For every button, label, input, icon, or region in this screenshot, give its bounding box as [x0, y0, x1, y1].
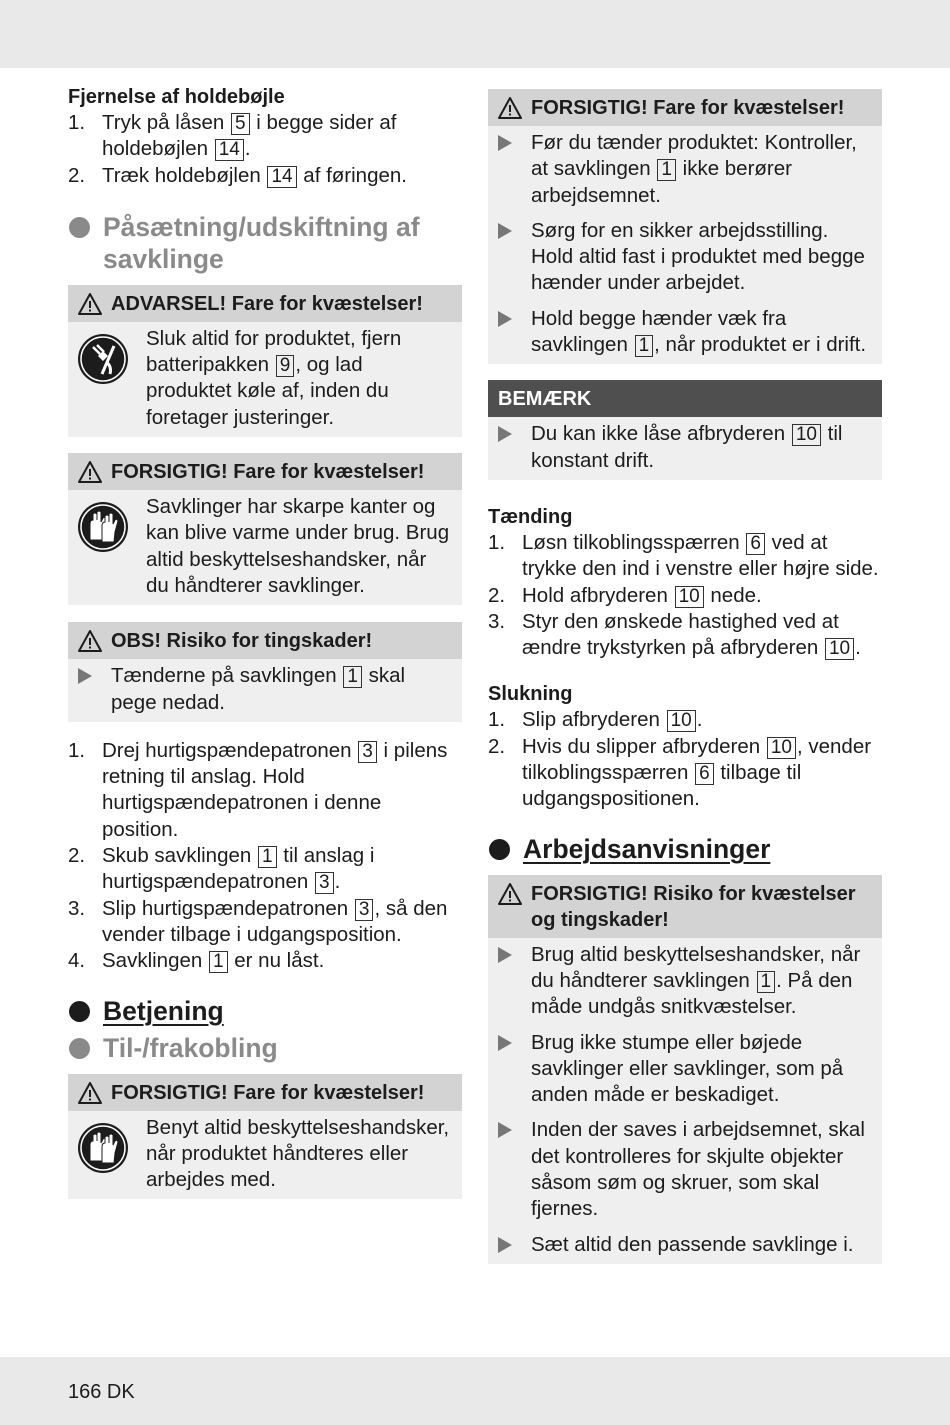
caution-box-2: [488, 875, 882, 1264]
text-fragment: Slip hurtigspændepatronen: [102, 896, 354, 920]
triangle-bullet-icon: [498, 223, 512, 239]
part-reference-number: 10: [675, 586, 704, 608]
warning-box-header: [68, 453, 462, 490]
text-fragment: Inden der saves i arbejdsemnet, skal det kontrolleres for skjulte objekter såsom søm og skruer, som skal fjernes.: [531, 1118, 865, 1221]
text-fragment: Tryk på låsen: [102, 111, 230, 134]
part-reference-number: 10: [667, 710, 696, 732]
part-reference-number: 5: [231, 113, 250, 135]
bullet-item: [498, 218, 872, 297]
bullet-item: [498, 1030, 872, 1109]
triangle-bullet-icon: [78, 668, 92, 684]
notice-box-obs: [68, 622, 462, 722]
caution-box-1: [488, 89, 882, 364]
warning-triangle-icon: [78, 629, 102, 653]
step-item: [68, 110, 462, 163]
text-fragment: Hvis du slipper afbryderen: [522, 734, 766, 758]
left-column: [68, 84, 462, 1199]
text-fragment: .: [855, 636, 861, 660]
off-title: Slukning: [488, 683, 573, 706]
triangle-bullet-icon: [498, 1035, 512, 1051]
warning-title: FORSIGTIG! Fare for kvæstelser!: [111, 1081, 425, 1104]
step-number: 4.: [68, 949, 86, 973]
text-fragment: i pilens retning til anslag. Hold hurtigspændepatronen i denne position.: [102, 738, 448, 841]
step-item: [488, 734, 882, 813]
bullet-item: [498, 130, 872, 209]
text-fragment: i begge sider af holdebøjlen: [102, 111, 397, 161]
text-fragment: til konstant drift.: [531, 422, 843, 472]
warning-box-header: [68, 1074, 462, 1111]
step-number: 2.: [488, 583, 506, 607]
text-fragment: Savklingen: [102, 949, 208, 973]
warning-text: [146, 494, 452, 599]
text-fragment: , når produktet er i drift.: [654, 333, 867, 357]
step-number: 3.: [68, 896, 86, 920]
text-fragment: er nu låst.: [228, 949, 325, 973]
step-number: 1.: [488, 530, 506, 554]
text-fragment: tilbage til udgangspositionen.: [522, 761, 802, 811]
warning-box-body: [68, 322, 462, 437]
text-fragment: Slip afbryderen: [522, 708, 666, 732]
triangle-bullet-icon: [498, 1122, 512, 1138]
text-fragment: , og lad produktet køle af, inden du foretager justeringer.: [146, 353, 389, 429]
text-fragment: ikke berører arbejdsemnet.: [531, 157, 792, 207]
ignition-steps: [488, 530, 882, 661]
step-number: 2.: [68, 163, 86, 187]
bullet-text: [531, 218, 872, 297]
warning-box-header: [68, 285, 462, 322]
text-fragment: . På den måde undgås snitkvæstelser.: [531, 968, 853, 1019]
gloves-mandatory-icon: [76, 1121, 130, 1175]
part-reference-number: 10: [825, 638, 854, 660]
warning-title: FORSIGTIG! Fare for kvæstelser!: [111, 461, 425, 484]
warning-triangle-icon: [498, 96, 522, 120]
text-fragment: Løsn tilkoblingsspærren: [522, 530, 746, 554]
text-fragment: Skub savklingen: [102, 844, 257, 868]
right-column: [488, 89, 882, 1264]
notice-title: OBS! Risiko for tingskader!: [111, 630, 373, 653]
warning-box-body: [68, 490, 462, 605]
step-number: 1.: [68, 111, 86, 134]
step-item: [488, 609, 882, 662]
step-item: [68, 843, 462, 896]
section-title-onoff: Til-/frakobling: [68, 1032, 462, 1064]
triangle-bullet-icon: [498, 947, 512, 963]
caution-title: FORSIGTIG! Fare for kvæstelser!: [531, 97, 845, 119]
text-fragment: .: [696, 708, 703, 732]
warning-triangle-icon: [78, 460, 102, 484]
text-fragment: Savklinger har skarpe kanter og kan blive varme under brug. Brug altid beskyttelseshandsker, når du håndterer savklinger.: [146, 495, 450, 597]
step-number: 2.: [488, 734, 506, 758]
note-title: BEMÆRK: [498, 388, 592, 411]
text-fragment: .: [244, 137, 251, 161]
mount-steps: [68, 738, 462, 975]
part-reference-number: 6: [695, 763, 714, 785]
notice-bullets: [68, 659, 462, 722]
step-item: [68, 948, 462, 974]
warning-text: [146, 1115, 452, 1194]
text-fragment: ved at trykke den ind i venstre eller højre side.: [522, 530, 879, 581]
step-item: [68, 163, 462, 189]
text-fragment: .: [334, 870, 341, 894]
warning-box-gloves: [68, 453, 462, 605]
section-title-operation: Betjening: [68, 995, 462, 1027]
bullet-dot-icon: [489, 839, 510, 860]
text-fragment: , så den vender tilbage i udgangsposition.: [102, 896, 448, 946]
section-title-work: Arbejdsanvisninger: [488, 833, 882, 865]
part-reference-number: 10: [792, 424, 821, 446]
unplug-mandatory-icon: [76, 332, 130, 386]
part-reference-number: 6: [746, 533, 765, 555]
bullet-item: [498, 421, 872, 474]
caution-box-header: [488, 89, 882, 126]
text-fragment: Sæt altid den passende savklinge i.: [531, 1232, 854, 1256]
bullet-text: [531, 1117, 872, 1222]
bullet-item: [498, 1232, 872, 1258]
text-fragment: Tænderne på savklingen: [111, 664, 343, 688]
bullet-dot-icon: [69, 1001, 90, 1022]
triangle-bullet-icon: [498, 311, 512, 327]
part-reference-number: 1: [657, 159, 676, 181]
part-reference-number: 14: [267, 166, 296, 188]
step-item: [68, 738, 462, 843]
notice-box-header: [68, 622, 462, 659]
step-item: [68, 896, 462, 949]
step-number: 1.: [68, 738, 86, 762]
step-number: 1.: [488, 708, 506, 732]
part-reference-number: 3: [358, 741, 377, 763]
warning-text: [146, 326, 452, 431]
part-reference-number: 3: [355, 899, 374, 921]
bullet-text: [111, 663, 452, 716]
warning-box-body: [68, 1111, 462, 1200]
part-reference-number: 1: [209, 951, 228, 973]
triangle-bullet-icon: [498, 135, 512, 151]
text-fragment: af føringen.: [297, 163, 407, 187]
bullet-text: [531, 942, 872, 1021]
warning-title: ADVARSEL! Fare for kvæstelser!: [111, 292, 423, 315]
part-reference-number: 1: [635, 335, 654, 357]
footer-band: [0, 1357, 950, 1425]
text-fragment: til anslag i hurtigspændepatronen: [102, 844, 375, 894]
caution-bullets: [488, 126, 882, 364]
removal-steps: [68, 110, 462, 189]
step-item: [488, 707, 882, 733]
text-fragment: Brug ikke stumpe eller bøjede savklinger eller savklinger, som på anden måde er beskadiget.: [531, 1030, 844, 1107]
part-reference-number: 14: [215, 139, 244, 161]
text-fragment: Drej hurtigspændepatronen: [102, 738, 358, 762]
part-reference-number: 10: [767, 737, 796, 759]
part-reference-number: 1: [343, 666, 362, 688]
text-fragment: skal pege nedad.: [111, 664, 406, 714]
text-fragment: Du kan ikke låse afbryderen: [531, 422, 791, 446]
page-number: 166 DK: [68, 1381, 135, 1403]
section-title-mount: Påsætning/udskiftning af savklinge: [68, 211, 462, 275]
bullet-dot-icon: [69, 217, 90, 238]
caution-box-header: [488, 875, 882, 938]
gloves-mandatory-icon: [76, 500, 130, 554]
bullet-item: [498, 1117, 872, 1222]
text-fragment: Hold afbryderen: [522, 583, 674, 607]
bullet-text: [531, 306, 872, 359]
text-fragment: Træk holdebøjlen: [102, 163, 267, 187]
text-fragment: , vender tilkoblingsspærren: [522, 734, 872, 785]
text-fragment: Benyt altid beskyttelseshandsker, når produktet håndteres eller arbejdes med.: [146, 1115, 450, 1192]
text-fragment: Sluk altid for produktet, fjern batteripakken: [146, 326, 402, 377]
part-reference-number: 1: [757, 971, 776, 993]
bullet-dot-icon: [69, 1038, 90, 1059]
off-steps: [488, 707, 882, 812]
warning-triangle-icon: [78, 292, 102, 316]
text-fragment: Brug altid beskyttelseshandsker, når du håndterer savklingen: [531, 942, 861, 992]
text-fragment: Sørg for en sikker arbejdsstilling. Hold altid fast i produktet med begge hænder under arbejdet.: [531, 218, 865, 295]
text-fragment: Hold begge hænder væk fra savklingen: [531, 306, 787, 357]
caution-title: FORSIGTIG! Risiko for kvæstelser og tingskader!: [531, 882, 856, 931]
part-reference-number: 1: [258, 846, 277, 868]
text-fragment: Før du tænder produktet: Kontroller, at savklingen: [531, 131, 857, 181]
bullet-item: [498, 942, 872, 1021]
header-band: [0, 0, 950, 68]
bullet-text: [531, 421, 872, 474]
step-number: 2.: [68, 844, 86, 868]
step-number: 3.: [488, 609, 506, 633]
removal-title: Fjernelse af holdebøjle: [68, 86, 285, 108]
triangle-bullet-icon: [498, 426, 512, 442]
text-fragment: nede.: [704, 583, 762, 607]
step-item: [488, 583, 882, 609]
bullet-item: [78, 663, 452, 716]
part-reference-number: 9: [276, 355, 295, 377]
text-fragment: Styr den ønskede hastighed ved at ændre trykstyrken på afbryderen: [522, 609, 839, 660]
note-box-header: [488, 380, 882, 417]
bullet-text: [531, 1232, 872, 1258]
warning-box-advarsel: [68, 285, 462, 437]
warning-box-gloves-2: [68, 1074, 462, 1200]
warning-triangle-icon: [78, 1081, 102, 1105]
part-reference-number: 3: [315, 872, 334, 894]
triangle-bullet-icon: [498, 1237, 512, 1253]
bullet-text: [531, 1030, 872, 1109]
note-bullets: [488, 417, 882, 480]
note-box: [488, 380, 882, 480]
bullet-text: [531, 130, 872, 209]
bullet-item: [498, 306, 872, 359]
ignition-title: Tænding: [488, 505, 573, 528]
step-item: [488, 530, 882, 583]
caution-bullets: [488, 938, 882, 1264]
warning-triangle-icon: [498, 882, 522, 906]
